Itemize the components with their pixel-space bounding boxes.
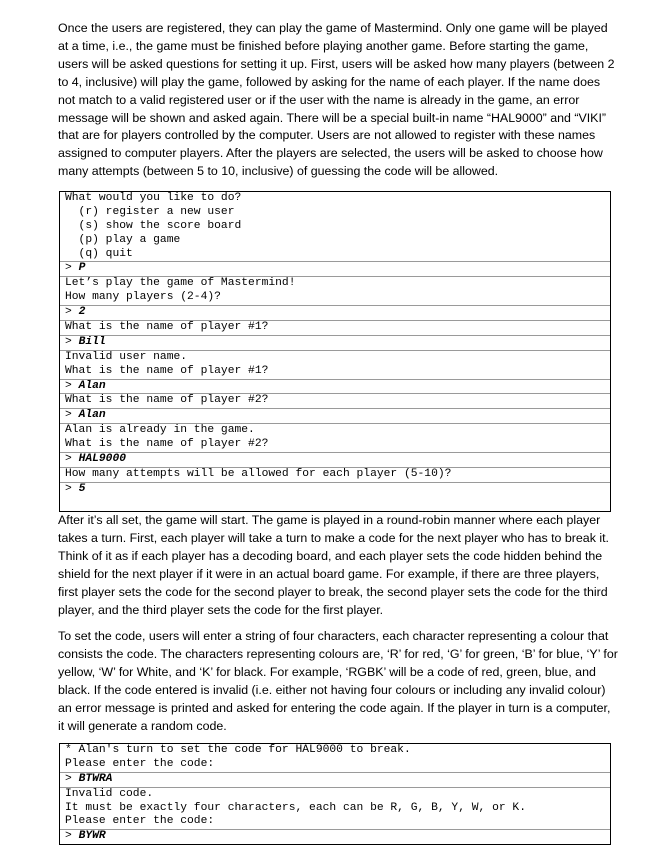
console-blank-line xyxy=(60,497,610,511)
user-input: BYWR xyxy=(78,830,106,843)
console-input-line xyxy=(60,305,610,320)
console-line: What would you like to do? xyxy=(65,192,242,204)
user-input: Alan xyxy=(78,379,106,392)
console-line: * Alan's turn to set the code for HAL9000 to break. xyxy=(65,744,411,756)
paragraph-game-setup: Once the users are registered, they can play the game of Mastermind. Only one game will be played at a time, i.e., the game must be finished before playing another game. Before starting the game, users will be asked questions for setting it up. First, users will be asked how many players (between 2 to 4, inclusive) will play the game, followed by asking for the name of each player. If the name does not match to a valid registered user or if the user with the name is already in the game, an error message will be shown and asked again. There will be a special built-in name “HAL9000” and “VIKI” that are for players controlled by the computer. Users are not allowed to register with these names assigned to computer players. After the players are selected, the users will be asked to choose how many attempts (between 5 to 10, inclusive) of guessing the code will be allowed. xyxy=(58,21,615,179)
console-line: (r) register a new user xyxy=(65,205,235,218)
console-line: How many players (2-4)? xyxy=(65,291,221,304)
user-input: P xyxy=(78,262,86,275)
console-line: Invalid user name. xyxy=(60,350,610,365)
console-line: (s) show the score board xyxy=(65,219,242,232)
console-line: Please enter the code: xyxy=(65,757,215,770)
paragraph-round-robin: After it’s all set, the game will start. The game is played in a round-robin manner where each player takes a turn. First, each player will take a turn to make a code for the next player who has to break it. Think of it as if each player has a decoding board, and each player sets the code hidden behind the shield for the next player if it were in an actual board game. For example, if there are three players, first player sets the code for the second player to break, the second player sets the code for the third player, and the third player sets the code for the first player. xyxy=(58,513,609,617)
console-line: Invalid code. xyxy=(60,787,610,802)
prompt-symbol: > xyxy=(65,379,72,392)
console-input-line xyxy=(60,829,610,844)
user-input: Bill xyxy=(78,335,106,348)
console-line: What is the name of player #2? xyxy=(65,438,269,451)
user-input: 5 xyxy=(78,482,86,495)
console-line: What is the name of player #1? xyxy=(60,320,610,335)
console-line: (p) play a game xyxy=(65,233,181,246)
console-code-example xyxy=(59,743,611,845)
console-line: Let’s play the game of Mastermind! xyxy=(60,276,610,291)
console-line: Please enter the code: xyxy=(65,815,215,828)
prompt-symbol: > xyxy=(65,830,72,843)
console-line: It must be exactly four characters, each can be R, G, B, Y, W, or K. xyxy=(65,801,526,814)
console-input-line xyxy=(60,772,610,787)
prompt-symbol: > xyxy=(65,409,72,422)
console-line: (q) quit xyxy=(65,247,133,260)
console-input-line xyxy=(60,482,610,497)
user-input: BTWRA xyxy=(78,772,113,785)
console-setup-example xyxy=(59,191,611,512)
console-input-line xyxy=(60,408,610,423)
prompt-symbol: > xyxy=(65,772,72,785)
console-line: What is the name of player #2? xyxy=(60,393,610,408)
console-input-line xyxy=(60,379,610,394)
prompt-symbol: > xyxy=(65,453,72,466)
console-line: What is the name of player #1? xyxy=(65,364,269,377)
console-input-line xyxy=(60,261,610,276)
console-line: How many attempts will be allowed for each player (5-10)? xyxy=(60,467,610,482)
user-input: HAL9000 xyxy=(78,453,127,466)
prompt-symbol: > xyxy=(65,482,72,495)
console-input-line xyxy=(60,335,610,350)
console-input-line xyxy=(60,452,610,467)
user-input: 2 xyxy=(78,306,86,319)
prompt-symbol: > xyxy=(65,262,72,275)
console-line: Alan is already in the game. xyxy=(60,423,610,438)
prompt-symbol: > xyxy=(65,335,72,348)
prompt-symbol: > xyxy=(65,306,72,319)
paragraph-set-code: To set the code, users will enter a string of four characters, each character representing a colour that consists the code. The characters representing colours are, ‘R’ for red, ‘G’ for green, ‘B’ for blue, ‘Y’ for yellow, ‘W’ for White, and ‘K’ for black. For example, ‘RGBK’ will be a code of red, green, blue, and black. If the code entered is invalid (i.e. either not having four colours or including any invalid colour) an error message is printed and asked for entering the code again. If the player in turn is a computer, it will generate a random code. xyxy=(58,629,618,733)
user-input: Alan xyxy=(78,409,106,422)
